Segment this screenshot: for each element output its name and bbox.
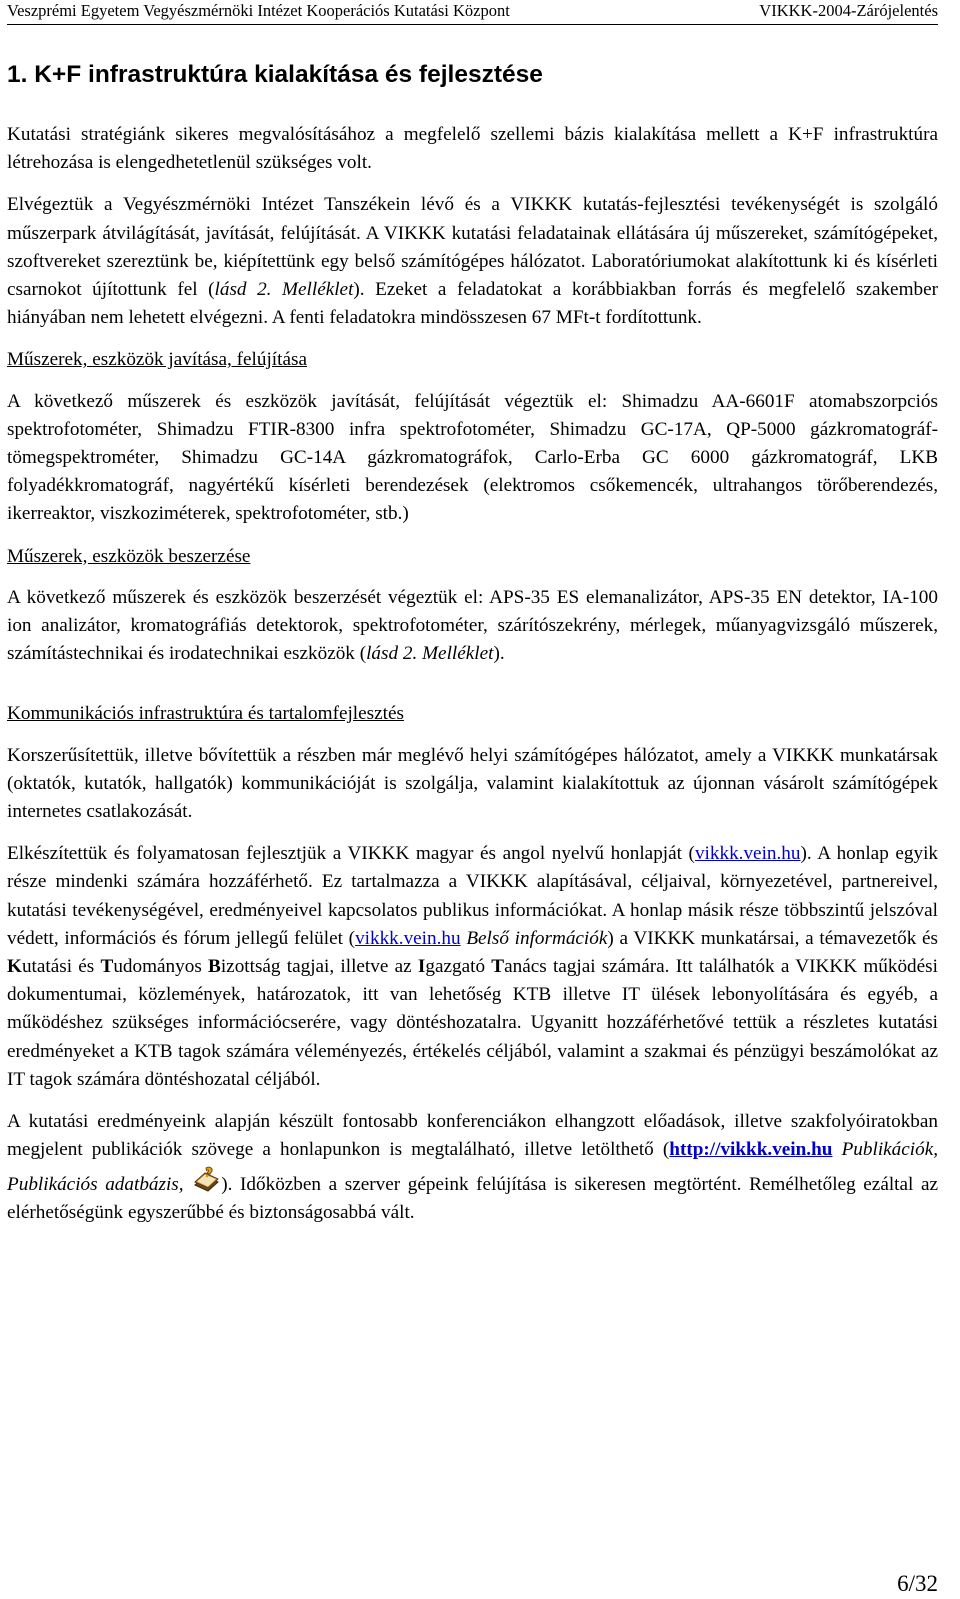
page-number: 6/32: [897, 1571, 938, 1596]
repair-paragraph: A következő műszerek és eszközök javítását, felújítását végeztük el: Shimadzu AA-6601F atomabszorpciós spektrofotométer, Shimadzu FTIR-8300 infra spektrofotométer, Shimadzu GC-17A, QP-5000 gázkromatográf-tömegspektrométer, Shimadzu GC-14A gázkromatográfok, Carlo-Erba GC 6000 gázkromatográf, LKB folyadékkromatográf, nagyértékű kísérleti berendezések (elektromos csőkemencék, ultrahangos törőberendezés, ikerreaktor, viszkoziméterek, spektrofotométer, stb.): [7, 390, 938, 525]
procurement-paragraph: A következő műszerek és eszközök beszerzését végeztük el: APS-35 ES elemanalizátor, APS-35 EN detektor, IA-100 ion analizátor, kromatográfiás detektorok, spektrofotométer, szárítószekrény, mérlegek, műanyagvizsgáló műszerek, számítástechnikai és irodatechnikai eszközök (lásd 2. Melléklet).: [7, 586, 938, 665]
intro-paragraph-1: Kutatási stratégiánk sikeres megvalósításához a megfelelő szellemi bázis kialakítása mellett a K+F infrastruktúra létrehozása is elengedhetetlenül szükséges volt.: [7, 124, 938, 174]
procurement-heading: Műszerek, eszközök beszerzése: [7, 545, 251, 567]
publications-link[interactable]: http://vikkk.vein.hu: [669, 1139, 833, 1161]
network-paragraph: Korszerűsítettük, illetve bővítettük a részben már meglévő helyi számítógépes hálózatot, amely a VIKKK munkatársak (oktatók, kutatók, hallgatók) kommunikációját is szolgálja, valamint kialakítottuk az újonnan vásárolt számítógépek internetes csatlakozását.: [7, 744, 938, 823]
running-header: [7, 0, 938, 25]
header-report-id: VIKKK-2004-Zárójelentés: [759, 1, 938, 20]
book-icon[interactable]: [191, 1165, 221, 1195]
repair-heading: Műszerek, eszközök javítása, felújítása: [7, 349, 307, 371]
intro-paragraph-2: Elvégeztük a Vegyészmérnöki Intézet Tanszékein lévő és a VIKKK kutatás-fejlesztési tevékenységét is szolgáló műszerpark átvilágítását, javítását, felújítását. A VIKKK kutatási feladatainak ellátására új műszereket, számítógépeket, szoftvereket szereztünk be, kiépítettünk egy belső számítógépes hálózatot. Laboratóriumokat alakítottunk ki és kísérleti csarnokot újítottunk fel (lásd 2. Melléklet). Ezeket a feladatokat a korábbiakban forrás és megfelelő szakember hiányában nem lehetett elvégezni. A fenti feladatokra mindösszesen 67 MFt-t fordítottunk.: [7, 194, 938, 329]
section-title: 1. K+F infrastruktúra kialakítása és fejlesztése: [7, 61, 543, 88]
communication-heading: Kommunikációs infrastruktúra és tartalomfejlesztés: [7, 703, 404, 725]
appendix-reference-2: lásd 2. Melléklet: [366, 643, 494, 665]
website-link[interactable]: vikkk.vein.hu: [694, 843, 801, 865]
internal-site-link[interactable]: vikkk.vein.hu: [355, 927, 461, 949]
appendix-reference: lásd 2. Melléklet: [214, 279, 354, 301]
publications-paragraph: A kutatási eredményeink alapján készült fontosabb konferenciákon elhangzott előadások, illetve szakfolyóiratokban megjelent publikációk szövege a honlapunkon is megtalálható, illetve letölthető (http://vikkk.vein.hu Publikációk, Publikációs adatbázis, ). Időközben a szerver gépeink felújítása is sikeresen megtörtént. Remélhetőleg ezáltal az elérhetőségünk egyszerűbbé és biztonságosabbá vált.: [7, 1111, 939, 1223]
website-paragraph: Elkészítettük és folyamatosan fejlesztjük a VIKKK magyar és angol nyelvű honlapját (vikkk.vein.hu). A honlap egyik része mindenki számára hozzáférhető. Ez tartalmazza a VIKKK alapításával, céljaival, környezetével, partnereivel, kutatási tevékenységével, eredményeivel kapcsolatos publikus információkat. A honlap másik része többszintű jelszóval védett, információs és fórum jellegű felület (vikkk.vein.hu Belső információk) a VIKKK munkatársai, a témavezetők és Kutatási és Tudományos Bizottság tagjai, illetve az Igazgató Tanács tagjai számára. Itt találhatók a VIKKK működési dokumentumai, közlemények, határozatok, itt van lehetőség KTB illetve IT ülések lebonyolítására és egyéb, a működéshez szükséges információcserére, vagy döntéshozatalra. Ugyanitt hozzáférhetővé tettük a részletes kutatási eredményeket a KTB tagok számára véleményezés, értékelés céljából, valamint a szakmai és pénzügyi beszámolókat az IT tagok számára döntéshozatal céljából.: [7, 843, 939, 1090]
header-institution: Veszprémi Egyetem Vegyészmérnöki Intézet Kooperációs Kutatási Központ: [7, 1, 510, 20]
